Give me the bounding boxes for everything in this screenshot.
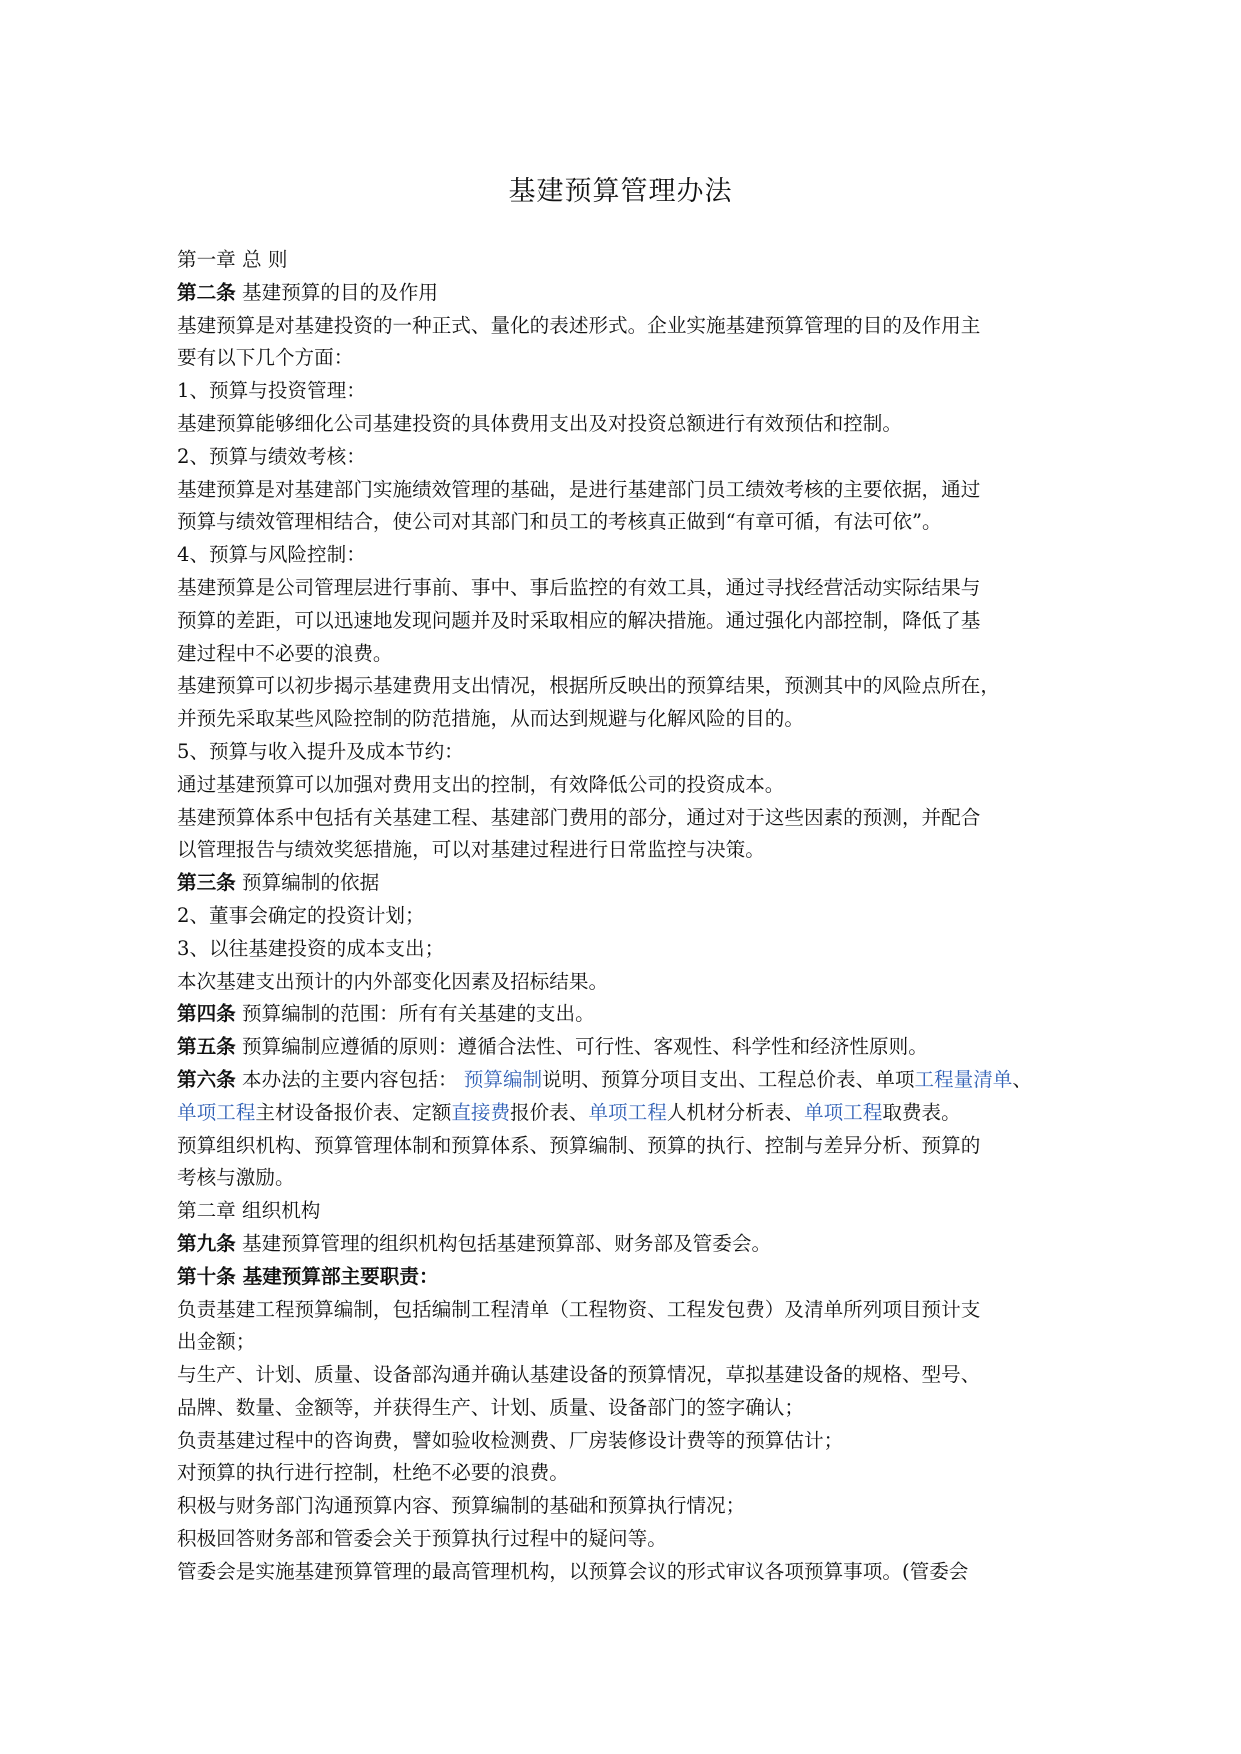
body-text: 预算的差距，可以迅速地发现问题并及时采取相应的解决措施。通过强化内部控制，降低了基 (177, 608, 981, 632)
body-text: 1、预算与投资管理： (177, 379, 366, 403)
text-line (177, 1294, 1072, 1327)
body-text: 、 (1012, 1067, 1032, 1091)
text-line (177, 966, 1072, 999)
body-text: 本次基建支出预计的内外部变化因素及招标结果。 (177, 969, 609, 993)
text-line (177, 1031, 1072, 1064)
text-line (177, 605, 1072, 638)
body-text: 第一章 总 则 (177, 248, 288, 271)
body-text: 品牌、数量、金额等，并获得生产、计划、质量、设备部门的签字确认； (177, 1395, 804, 1419)
body-text: 基建预算能够细化公司基建投资的具体费用支出及对投资总额进行有效预估和控制。 (177, 411, 902, 435)
body-text: 考核与激励。 (177, 1166, 295, 1190)
hyperlink-text[interactable]: 预算编制 (463, 1067, 543, 1091)
text-line (177, 375, 1072, 408)
text-line (177, 1556, 1072, 1589)
text-line (177, 441, 1072, 474)
article-heading: 第十条 基建预算部主要职责： (177, 1264, 439, 1288)
text-line (177, 1097, 1072, 1130)
hyperlink-text[interactable]: 单项工程 (177, 1100, 256, 1124)
body-text: 并预先采取某些风险控制的防范措施，从而达到规避与化解风险的目的。 (177, 707, 804, 731)
body-text: 基建预算的目的及作用 (235, 280, 438, 304)
text-line (177, 1130, 1072, 1163)
text-line (177, 834, 1072, 867)
body-text: 出金额； (177, 1330, 256, 1354)
text-line (177, 736, 1072, 769)
body-text: 5、预算与收入提升及成本节约： (177, 739, 464, 763)
body-text: 与生产、计划、质量、设备部沟通并确认基建设备的预算情况，草拟基建设备的规格、型号、 (177, 1363, 981, 1387)
body-text: 报价表、 (510, 1100, 589, 1124)
text-line (177, 310, 1072, 343)
body-text: 预算编制的范围：所有有关基建的支出。 (235, 1002, 595, 1026)
hyperlink-text[interactable]: 直接费 (451, 1100, 511, 1124)
body-text: 2、预算与绩效考核： (177, 444, 366, 468)
text-line (177, 769, 1072, 802)
body-text: 管委会是实施基建预算管理的最高管理机构，以预算会议的形式审议各项预算事项。(管委会 (177, 1559, 969, 1583)
body-text: 本办法的主要内容包括： (235, 1067, 464, 1091)
text-line (177, 277, 1072, 310)
body-text: 基建预算可以初步揭示基建费用支出情况，根据所反映出的预算结果，预测其中的风险点所在， (177, 674, 1000, 698)
text-line (177, 1195, 1072, 1228)
article-heading: 第五条 (177, 1035, 236, 1059)
article-heading: 第二条 (177, 280, 236, 304)
text-line (177, 867, 1072, 900)
text-line (177, 638, 1072, 671)
text-line (177, 474, 1072, 507)
text-line (177, 670, 1072, 703)
body-text: 第二章 组织机构 (177, 1199, 321, 1223)
body-text: 积极回答财务部和管委会关于预算执行过程中的疑问等。 (177, 1527, 667, 1551)
text-line (177, 506, 1072, 539)
article-heading: 第六条 (177, 1067, 236, 1091)
body-text: 基建预算是对基建部门实施绩效管理的基础，是进行基建部门员工绩效考核的主要依据，通过 (177, 477, 981, 501)
text-line (177, 703, 1072, 736)
body-text: 2、董事会确定的投资计划； (177, 903, 425, 927)
hyperlink-text[interactable]: 工程量清单 (914, 1067, 1013, 1091)
text-line (177, 900, 1072, 933)
body-text: 取费表。 (882, 1100, 961, 1124)
text-line (177, 1457, 1072, 1490)
article-heading: 第三条 (177, 871, 236, 895)
body-text: 基建预算管理的组织机构包括基建预算部、财务部及管委会。 (235, 1231, 772, 1255)
text-line (177, 1392, 1072, 1425)
text-line (177, 998, 1072, 1031)
body-text: 负责基建过程中的咨询费，譬如验收检测费、厂房装修设计费等的预算估计； (177, 1428, 844, 1452)
body-text: 要有以下几个方面： (177, 346, 354, 370)
text-line (177, 1162, 1072, 1195)
text-line (177, 1326, 1072, 1359)
body-text: 基建预算是对基建投资的一种正式、量化的表述形式。企业实施基建预算管理的目的及作用主 (177, 313, 981, 337)
text-line (177, 539, 1072, 572)
body-text: 通过基建预算可以加强对费用支出的控制，有效降低公司的投资成本。 (177, 772, 785, 796)
body-text: 预算编制应遵循的原则：遵循合法性、可行性、客观性、科学性和经济性原则。 (235, 1035, 928, 1059)
text-line (177, 802, 1072, 835)
article-heading: 第四条 (177, 1002, 236, 1026)
hyperlink-text[interactable]: 单项工程 (804, 1100, 883, 1124)
body-text: 主材设备报价表、定额 (255, 1100, 452, 1124)
text-line (177, 1490, 1072, 1523)
body-text: 建过程中不必要的浪费。 (177, 641, 393, 665)
document-title: 基建预算管理办法 (508, 176, 733, 207)
text-line (177, 1228, 1072, 1261)
body-text: 人机材分析表、 (666, 1100, 804, 1124)
text-line (177, 244, 1072, 277)
text-line (177, 342, 1072, 375)
body-text: 以管理报告与绩效奖惩措施，可以对基建过程进行日常监控与决策。 (177, 838, 765, 862)
text-line (177, 933, 1072, 966)
body-text: 负责基建工程预算编制，包括编制工程清单（工程物资、工程发包费）及清单所列项目预计支 (177, 1297, 981, 1321)
text-line (177, 1064, 1072, 1097)
body-text: 基建预算是公司管理层进行事前、事中、事后监控的有效工具，通过寻找经营活动实际结果与 (177, 575, 981, 599)
text-line (177, 1359, 1072, 1392)
body-text: 说明、预算分项目支出、工程总价表、单项 (542, 1067, 915, 1091)
text-line (177, 1425, 1072, 1458)
body-text: 预算与绩效管理相结合，使公司对其部门和员工的考核真正做到“有章可循，有法可依”。 (177, 510, 942, 534)
text-line (177, 1261, 1072, 1294)
text-line (177, 1523, 1072, 1556)
body-text: 预算编制的依据 (235, 871, 380, 895)
body-text: 4、预算与风险控制： (177, 543, 366, 567)
article-heading: 第九条 (177, 1231, 236, 1255)
body-text: 3、以往基建投资的成本支出； (177, 936, 445, 960)
hyperlink-text[interactable]: 单项工程 (588, 1100, 667, 1124)
body-text: 基建预算体系中包括有关基建工程、基建部门费用的部分，通过对于这些因素的预测，并配合 (177, 805, 981, 829)
body-text: 积极与财务部门沟通预算内容、预算编制的基础和预算执行情况； (177, 1494, 746, 1518)
body-text: 对预算的执行进行控制，杜绝不必要的浪费。 (177, 1461, 569, 1485)
document-body (177, 244, 1072, 1589)
text-line (177, 408, 1072, 441)
body-text: 预算组织机构、预算管理体制和预算体系、预算编制、预算的执行、控制与差异分析、预算的 (177, 1133, 981, 1157)
text-line (177, 572, 1072, 605)
